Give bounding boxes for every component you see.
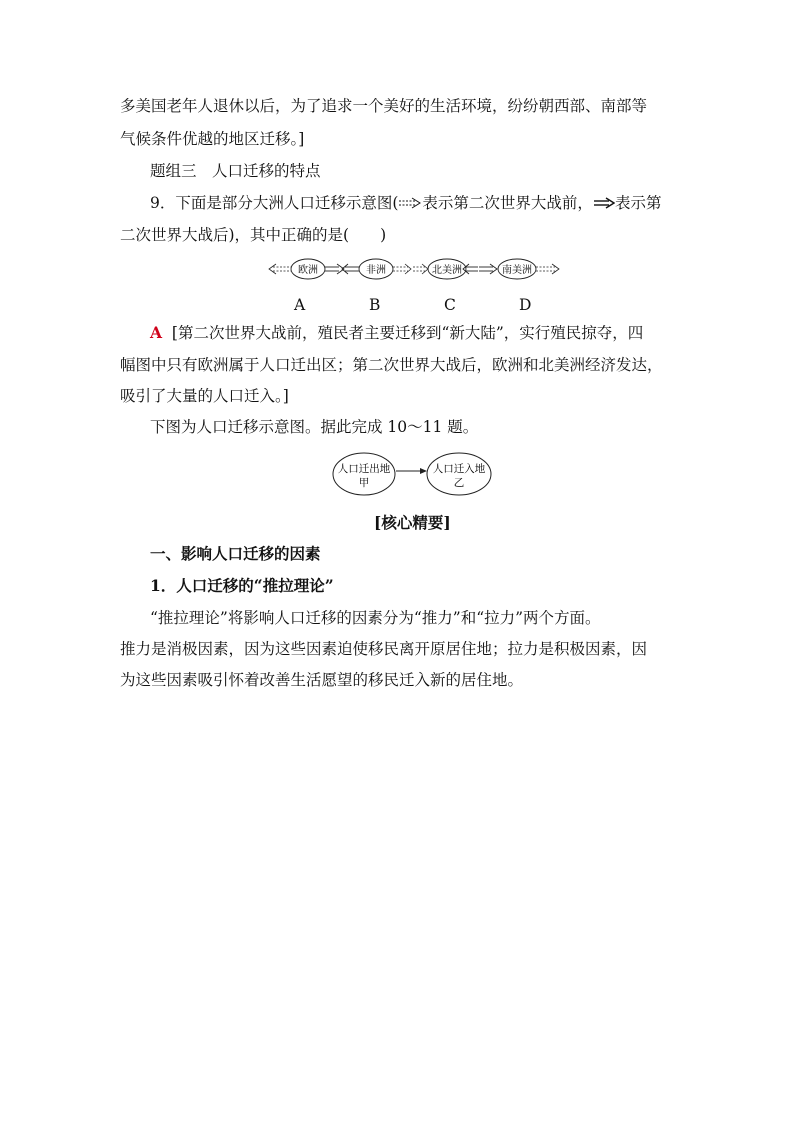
migration-arrow-icon	[420, 468, 427, 474]
target-label-2: 乙	[453, 477, 465, 489]
body-line-3: 为这些因素吸引怀着改善生活愿望的移民迁入新的居住地。	[120, 671, 524, 689]
answer-letter: A	[150, 323, 163, 342]
solid-double-arrow-icon	[593, 197, 615, 209]
question-9-line-1	[150, 193, 661, 213]
question-10-intro: 下图为人口迁移示意图。据此完成 10～11 题。	[150, 418, 479, 436]
intro-line-1: 多美国老年人退休以后，为了追求一个美好的生活环境，纷纷朝西部、南部等	[120, 97, 648, 115]
source-label-1: 人口迁出地	[337, 463, 391, 475]
question-9-stem-part-a: 9．下面是部分大洲人口迁移示意图(	[150, 194, 399, 212]
continent-label-c: 北美洲	[432, 265, 462, 276]
option-d-label: D	[519, 296, 532, 314]
question-9-stem-part-b: 表示第二次世界大战前，	[422, 194, 593, 212]
continent-label-b: 非洲	[366, 265, 386, 276]
section-3-title: 题组三 人口迁移的特点	[150, 162, 321, 180]
subsection-1-title: 1．人口迁移的“推拉理论”	[150, 576, 334, 595]
diagram-a	[269, 259, 344, 279]
question-9-line-2: 二次世界大战后)，其中正确的是( )	[120, 226, 387, 244]
option-a-label: A	[294, 296, 306, 314]
diagram-d	[479, 259, 559, 279]
answer-line-3: 吸引了大量的人口迁入。]	[120, 387, 289, 405]
continent-migration-diagrams	[265, 254, 565, 284]
body-line-1: “推拉理论”将影响人口迁移的因素分为“推力”和“拉力”两个方面。	[150, 609, 601, 627]
option-b-label: B	[369, 296, 381, 314]
body-line-2: 推力是消极因素，因为这些因素迫使移民离开原居住地；拉力是积极因素，因	[120, 640, 648, 658]
answer-line-2: 幅图中只有欧洲属于人口迁出区；第二次世界大战后，欧洲和北美洲经济发达，	[120, 356, 663, 374]
core-heading: [核心精要]	[374, 513, 451, 532]
diagram-b	[342, 259, 411, 279]
continent-label-a: 欧洲	[298, 265, 318, 276]
migration-flow-diagram	[332, 451, 496, 499]
continent-label-d: 南美洲	[502, 265, 532, 276]
hollow-double-arrow-icon	[398, 197, 422, 209]
section-1-title: 一、影响人口迁移的因素	[150, 544, 321, 563]
option-c-label: C	[444, 296, 456, 314]
source-label-2: 甲	[358, 477, 370, 489]
diagram-c	[413, 259, 478, 279]
answer-line-1	[150, 323, 643, 343]
answer-explanation-1: [第二次世界大战前，殖民者主要迁移到“新大陆”，实行殖民掠夺，四	[171, 324, 644, 342]
target-label-1: 人口迁入地	[432, 463, 486, 475]
intro-line-2: 气候条件优越的地区迁移。]	[120, 130, 305, 148]
question-9-stem-part-c: 表示第	[614, 194, 662, 212]
